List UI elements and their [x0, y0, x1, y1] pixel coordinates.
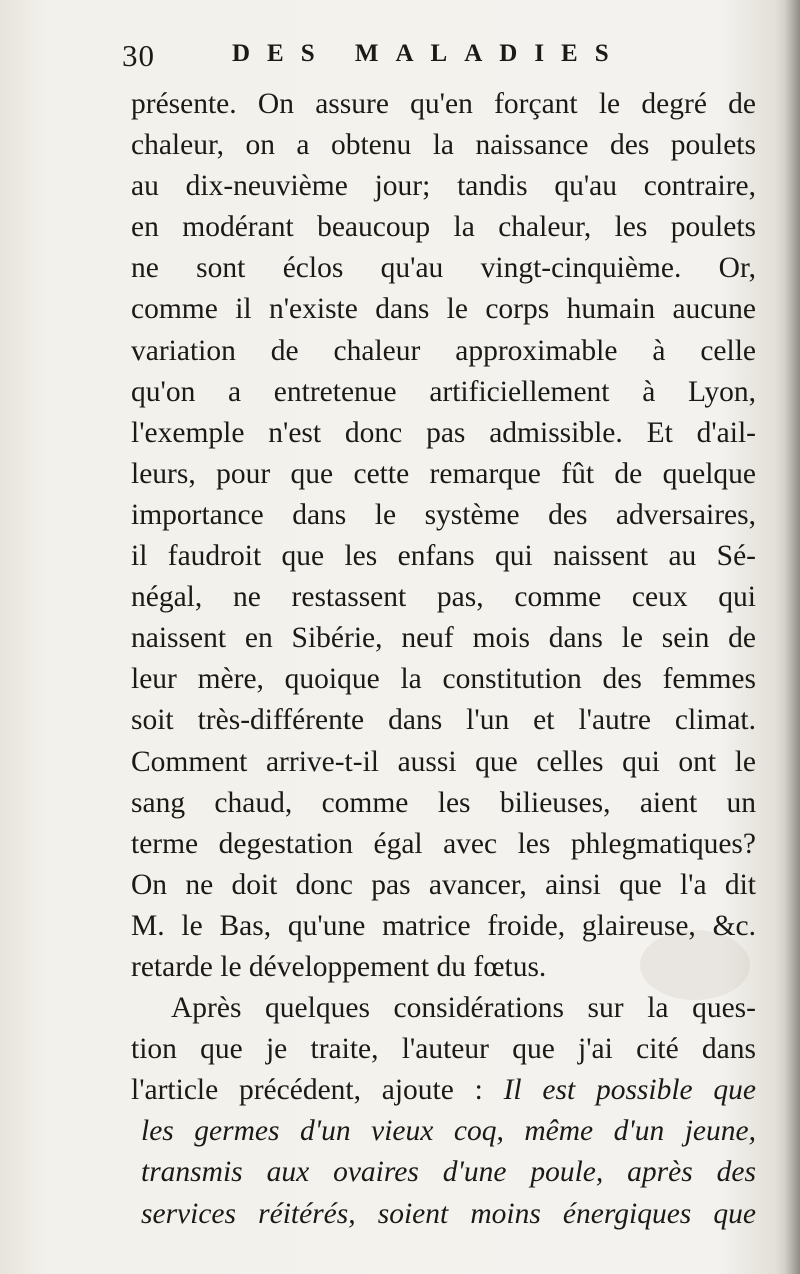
text-line: l'exemple n'est donc pas admissible. Et d'ail- [131, 416, 756, 449]
body-text [131, 84, 756, 1235]
text-line: qu'on a entretenue artificiellement à Lyon, [131, 375, 756, 408]
text-line: Comment arrive-t-il aussi que celles qui ont le [131, 745, 756, 778]
text-line: il faudroit que les enfans qui naissent au Sé- [131, 540, 756, 573]
italic-line: les germes d'un vieux coq, même d'un jeune, [141, 1115, 756, 1148]
paragraph-start-line: Après quelques considérations sur la ques- [171, 992, 756, 1025]
text-line-mixed [131, 1070, 756, 1111]
text-line: chaleur, on a obtenu la naissance des poulets [131, 129, 756, 162]
italic-line: services réitérés, soient moins énergiques que [141, 1197, 756, 1230]
running-title: DES MALADIES [232, 40, 626, 67]
italic-line: transmis aux ovaires d'une poule, après des [141, 1156, 756, 1189]
text-line: M. le Bas, qu'une matrice froide, glaireuse, &c. [131, 909, 756, 942]
text-line: soit très-différente dans l'un et l'autre climat. [131, 704, 756, 737]
italic-segment: Il est possible que [503, 1074, 757, 1107]
text-line: au dix-neuvième jour; tandis qu'au contraire, [131, 170, 756, 203]
running-head [122, 38, 762, 78]
text-line: en modérant beaucoup la chaleur, les poulets [131, 211, 756, 244]
text-line: présente. On assure qu'en forçant le degré de [131, 88, 756, 120]
text-line: terme degestation égal avec les phlegmatiques? [131, 827, 756, 860]
text-line: tion que je traite, l'auteur que j'ai cité dans [131, 1033, 756, 1066]
paragraph-end-line: retarde le développement du fœtus. [131, 950, 547, 983]
page-edge-shadow [786, 0, 800, 1274]
text-line: ne sont éclos qu'au vingt-cinquième. Or, [131, 252, 756, 285]
text-line: importance dans le système des adversaires, [131, 498, 756, 531]
text-line: naissent en Sibérie, neuf mois dans le sein de [131, 622, 756, 655]
text-line: négal, ne restassent pas, comme ceux qui [131, 581, 756, 614]
text-line: leur mère, quoique la constitution des femmes [131, 663, 756, 696]
text-line: On ne doit donc pas avancer, ainsi que l'a dit [131, 868, 756, 901]
page-number: 30 [122, 38, 155, 73]
text-segment: l'article précédent, ajoute : [131, 1074, 483, 1107]
text-line: leurs, pour que cette remarque fût de quelque [131, 457, 756, 490]
text-line: comme il n'existe dans le corps humain aucune [131, 293, 756, 326]
text-line: variation de chaleur approximable à celle [131, 334, 756, 367]
text-line: sang chaud, comme les bilieuses, aient un [131, 786, 756, 819]
